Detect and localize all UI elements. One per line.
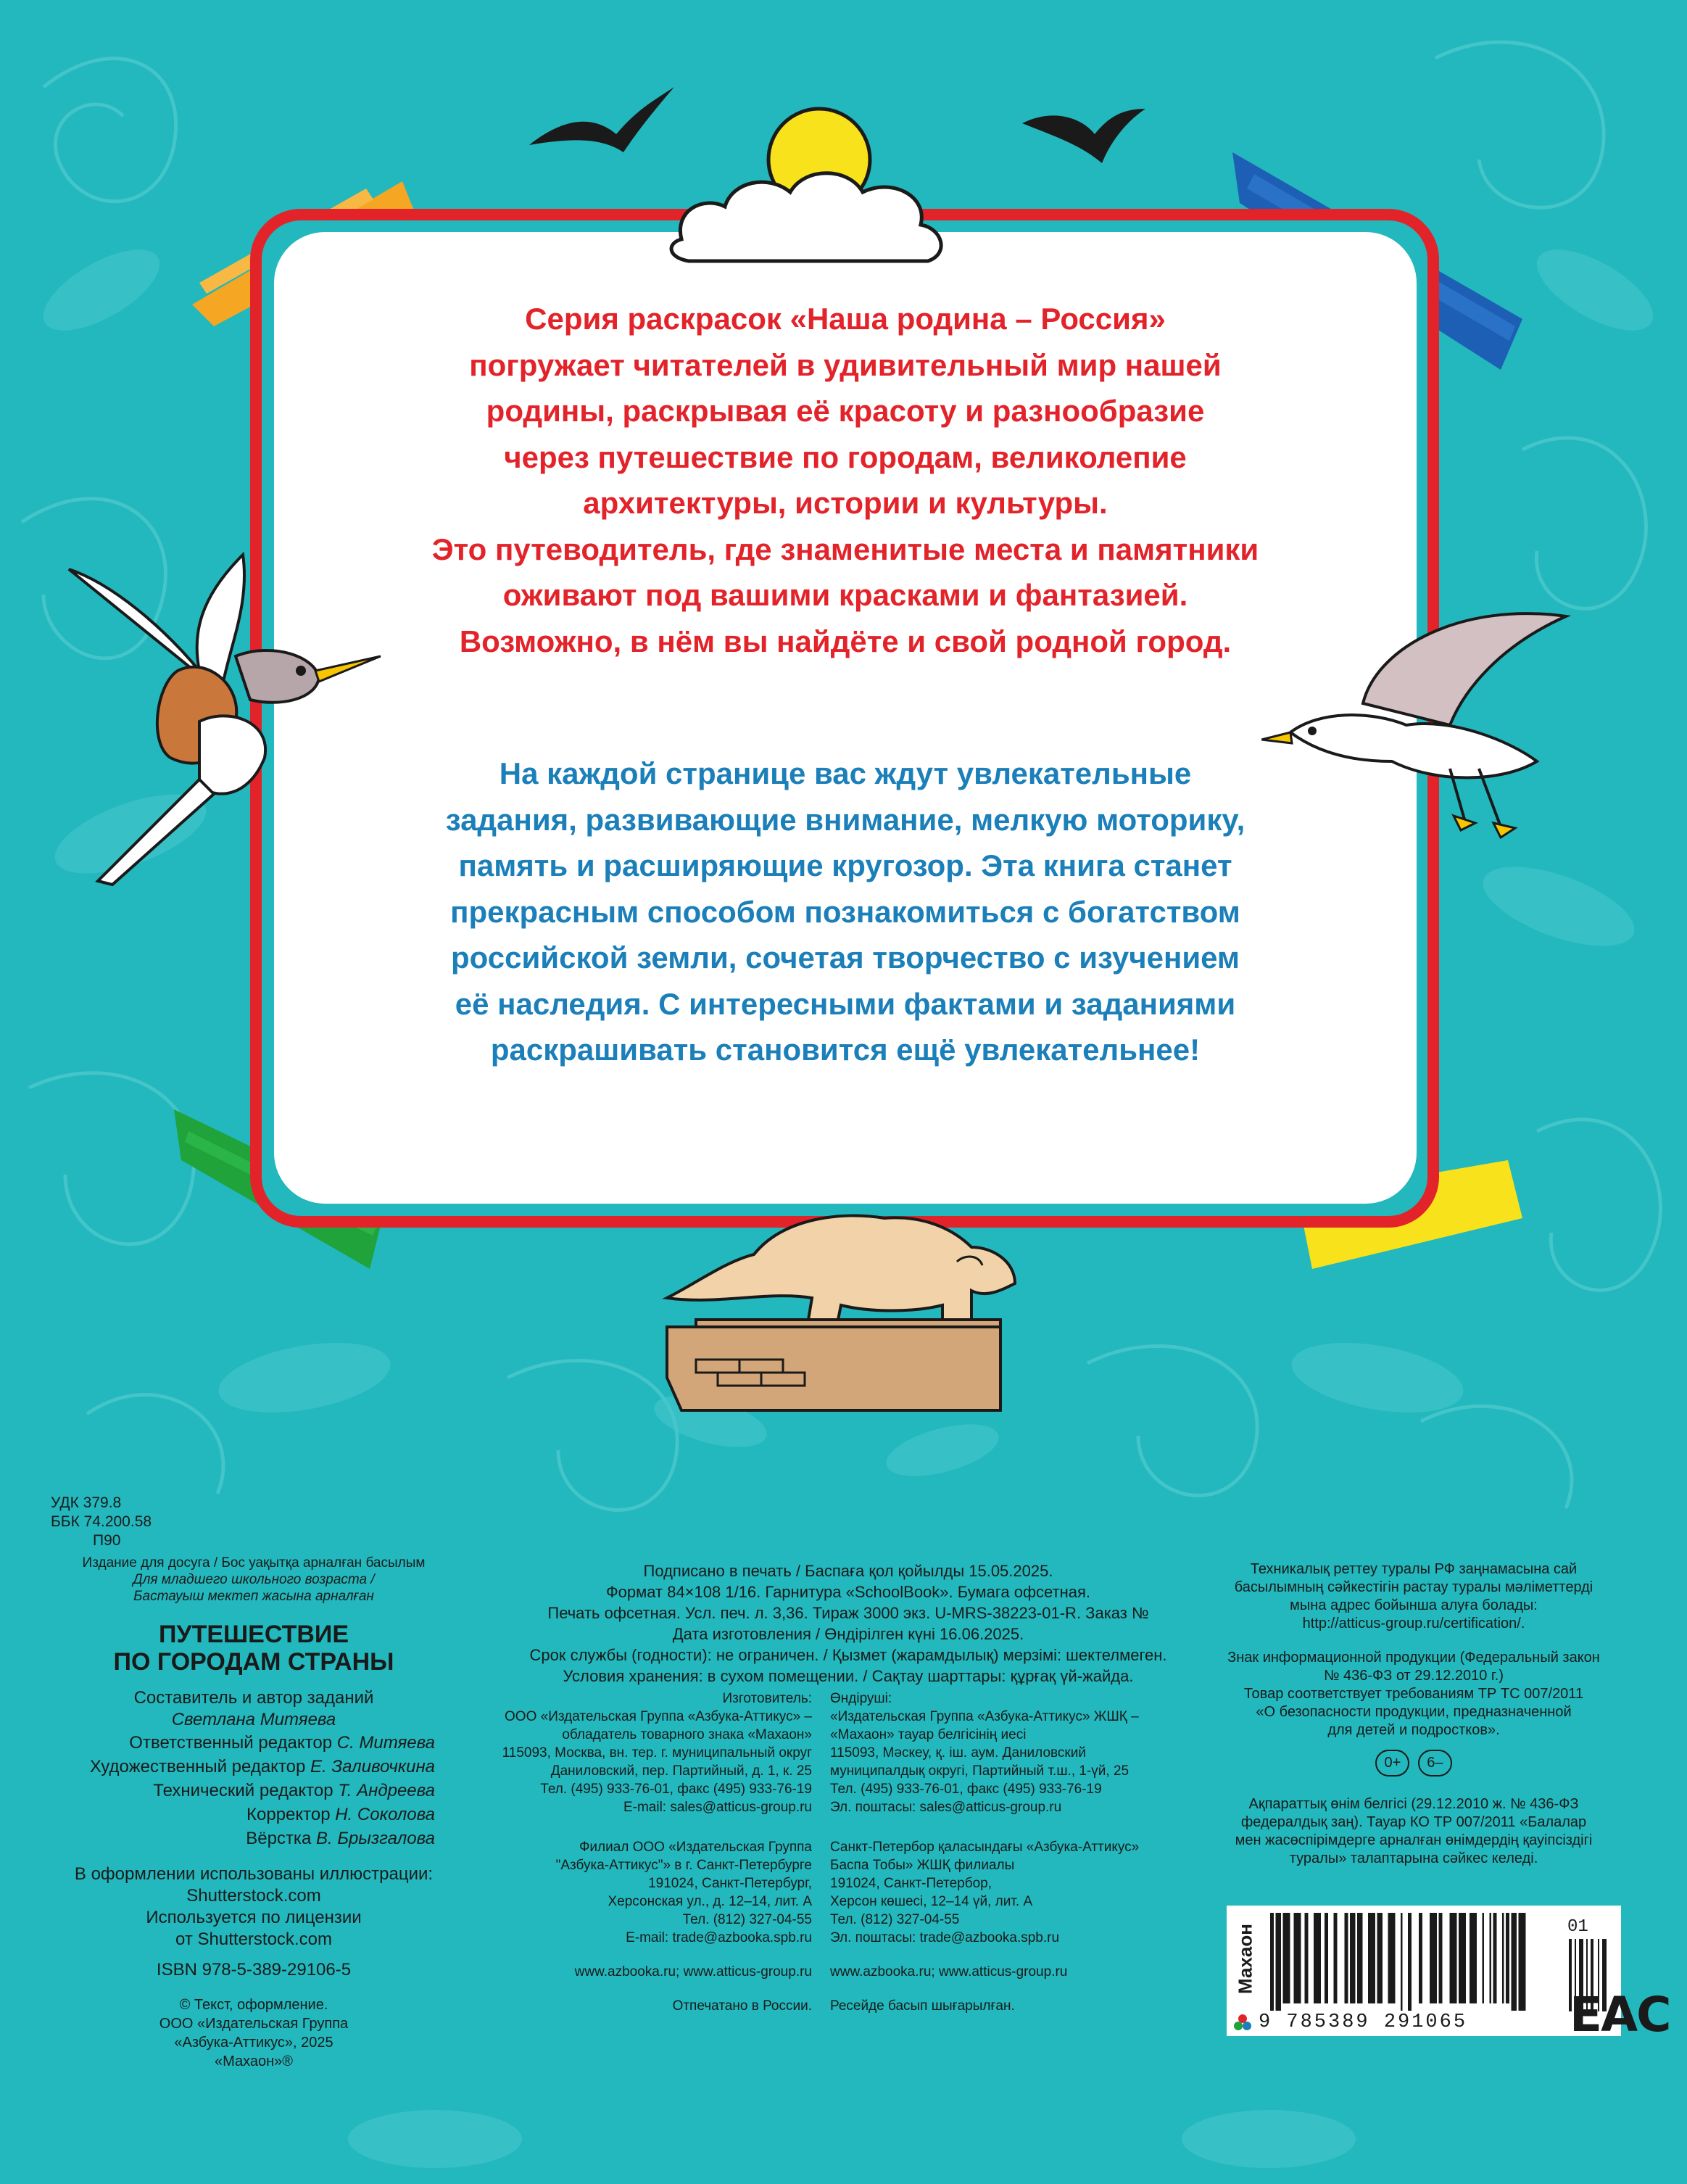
intro-line: погружает читателей в удивительный мир нашей <box>469 347 1222 382</box>
barcode-bar <box>1470 1913 1477 2003</box>
tech-line: мына адрес бойынша алуға болады: <box>1290 1597 1538 1613</box>
intro-line: оживают под вашими красками и фантазией. <box>502 578 1188 612</box>
barcode-bar <box>1388 1913 1396 2003</box>
manufacturer-line: «Издательская Группа «Азбука-Аттикус» ЖШҚ – <box>830 1709 1139 1724</box>
printed-in: Ресейде басып шығарылған. <box>830 1998 1015 2014</box>
sign-kz-line: федералдық заң). Тауар КО ТР 007/2011 «Балалар <box>1240 1814 1587 1830</box>
branch-line: Тел. (812) 327-04-55 <box>682 1912 812 1927</box>
intro-red-paragraph <box>274 296 1417 664</box>
copyright-line: «Азбука-Аттикус», 2025 <box>174 2035 333 2051</box>
barcode-suffix: 01 <box>1567 1917 1588 1937</box>
sign-line: для детей и подростков». <box>1327 1722 1500 1738</box>
intro-line: прекрасным способом познакомиться с богатством <box>450 894 1240 929</box>
manufacturer-kz <box>830 1689 1178 2015</box>
sign-kz-line: туралы» талаптарына сәйкес келеді. <box>1289 1850 1538 1866</box>
branch-line: Херсонская ул., д. 12–14, лит. А <box>608 1894 812 1909</box>
barcode-bar <box>1350 1913 1356 2003</box>
intro-line: задания, развивающие внимание, мелкую моторику, <box>445 802 1245 837</box>
branch-line: Филиал ООО «Издательская Группа <box>579 1840 812 1855</box>
intro-line: Это путеводитель, где знаменитые места и памятники <box>431 531 1259 566</box>
barcode-digits: 9 785389 291065 <box>1259 2011 1468 2033</box>
sign-line: «О безопасности продукции, предназначенной <box>1256 1704 1572 1720</box>
manufacturer-line: Тел. (495) 933-76-01, факс (495) 933-76-19 <box>830 1782 1102 1797</box>
intro-line: память и расширяющие кругозор. Эта книга станет <box>458 848 1232 882</box>
branch-line: Санкт-Петербор қаласындағы «Азбука-Аттикус» <box>830 1840 1140 1855</box>
isbn: ISBN 978-5-389-29106-5 <box>156 1960 352 1980</box>
barcode-bar <box>1506 1913 1509 2003</box>
print-line: Формат 84×108 1/16. Гарнитура «SchoolBook». Бумага офсетная. <box>605 1583 1091 1601</box>
bbk-code: ББК 74.200.58 <box>51 1513 152 1530</box>
copyright-line: © Текст, оформление. <box>179 1997 328 2013</box>
barcode-bar <box>1450 1913 1457 2003</box>
manufacturer-line: Эл. поштасы: sales@atticus-group.ru <box>830 1800 1062 1815</box>
manufacturer-line: ООО «Издательская Группа «Азбука-Аттикус» – <box>505 1709 812 1724</box>
sign-line: № 436-ФЗ от 29.12.2010 г.) <box>1323 1668 1504 1684</box>
barcode-bar <box>1345 1913 1348 2003</box>
age-group: Для младшего школьного возраста / <box>133 1572 375 1587</box>
book-title-line: ПО ГОРОДАМ СТРАНЫ <box>113 1648 394 1676</box>
barcode-bar <box>1519 1913 1526 2011</box>
barcode-bar <box>1408 1913 1412 2011</box>
intro-line: через путешествие по городам, великолепие <box>504 439 1187 474</box>
branch-line: 191024, Санкт-Петербург, <box>648 1876 812 1891</box>
branch-line: E-mail: trade@azbooka.spb.ru <box>626 1930 812 1945</box>
barcode-bar <box>1294 1913 1301 2003</box>
sky-illustration <box>529 73 1145 268</box>
sign-line: Знак информационной продукции (Федеральный закон <box>1227 1650 1600 1666</box>
imprint-left <box>51 1494 457 2071</box>
copyright-line: «Махаон»® <box>214 2053 294 2069</box>
publisher-flower-icon <box>1232 2013 1253 2033</box>
illustrations-note: Shutterstock.com <box>186 1886 321 1906</box>
manufacturer-line: «Махаон» тауар белгісінің иесі <box>830 1727 1027 1742</box>
age-group-kz: Бастауыш мектеп жасына арналған <box>133 1589 374 1604</box>
compiler-name: Светлана Митяева <box>171 1710 336 1729</box>
barcode-box <box>1227 1906 1621 2036</box>
copyright-line: ООО «Издательская Группа <box>159 2016 349 2032</box>
barcode-bar <box>1512 1913 1517 2011</box>
intro-line: российской земли, сочетая творчество с изучением <box>450 940 1240 975</box>
sign-line: Товар соответствует требованиям ТР ТС 007/2011 <box>1243 1686 1584 1702</box>
intro-line: На каждой странице вас ждут увлекательные <box>499 756 1192 790</box>
barcode-bar <box>1270 1913 1274 2011</box>
cloud-icon <box>671 173 941 261</box>
manufacturer-line: обладатель товарного знака «Махаон» <box>562 1727 812 1742</box>
tech-line: Техникалық реттеу туралы РФ заңнамасына сай <box>1250 1561 1578 1577</box>
manufacturer-line: E-mail: sales@atticus-group.ru <box>623 1800 812 1815</box>
branch-line: "Азбука-Аттикус"» в г. Санкт-Петербурге <box>555 1858 812 1873</box>
illustrations-note: от Shutterstock.com <box>175 1929 332 1949</box>
intro-line: Серия раскрасок «Наша родина – Россия» <box>525 302 1166 336</box>
credit-line: Корректор Н. Соколова <box>246 1805 435 1824</box>
intro-line: архитектуры, истории и культуры. <box>583 486 1108 520</box>
credit-line: Вёрстка В. Брызгалова <box>246 1829 435 1848</box>
branch-line: Баспа Тобы» ЖШҚ филиалы <box>830 1858 1015 1873</box>
branch-line: Эл. поштасы: trade@azbooka.spb.ru <box>830 1930 1060 1945</box>
barcode-bar <box>1357 1913 1363 2003</box>
branch-line: 191024, Санкт-Петербор, <box>830 1876 992 1891</box>
barcode-bar <box>1502 1913 1504 2003</box>
manufacturer-line: Изготовитель: <box>722 1691 812 1706</box>
manufacturer-line: муниципалдық округі, Партийный т.ш., 1-үй, 25 <box>830 1763 1129 1779</box>
intro-line: раскрашивать становится ещё увлекательнее! <box>490 1033 1201 1067</box>
print-line: Дата изготовления / Өндірілген күні 16.06.2025. <box>672 1625 1024 1643</box>
barcode-bar <box>1283 1913 1290 2003</box>
barcode-bar <box>1430 1913 1437 2003</box>
tech-line: http://atticus-group.ru/certification/. <box>1302 1616 1525 1631</box>
barcode-bar <box>1483 1913 1485 2003</box>
barcode-bar <box>1276 1913 1282 2011</box>
barcode-bar <box>1493 1913 1497 2003</box>
illustrations-note: В оформлении использованы иллюстрации: <box>74 1864 434 1884</box>
branch-line: Тел. (812) 327-04-55 <box>830 1912 960 1927</box>
lion-statue-illustration <box>652 1146 1044 1414</box>
print-line: Печать офсетная. Усл. печ. л. 3,36. Тираж 3000 экз. U-MRS-38223-01-R. Заказ № <box>547 1604 1149 1622</box>
manufacturer-line: Даниловский, пер. Партийный, д. 1, к. 25 <box>550 1763 812 1779</box>
branch-line: Херсон көшесі, 12–14 үй, лит. А <box>830 1894 1033 1909</box>
barcode-bar <box>1305 1913 1309 2003</box>
imprint-right <box>1196 1560 1631 1868</box>
credit-line: Художественный редактор Е. Заливочкина <box>89 1757 435 1776</box>
barcode-bar <box>1368 1913 1375 2003</box>
barcode-bar <box>1314 1913 1321 2003</box>
barcode-bar <box>1490 1913 1492 2003</box>
manufacturer-line: Өндіруші: <box>830 1691 892 1706</box>
book-title-line: ПУТЕШЕСТВИЕ <box>158 1621 349 1648</box>
manufacturer-line: 115093, Москва, вн. тер. г. муниципальный округ <box>502 1745 812 1761</box>
intro-line: её наследия. С интересными фактами и заданиями <box>455 986 1236 1021</box>
compiler-label: Составитель и автор заданий <box>133 1688 374 1708</box>
intro-blue-paragraph <box>274 750 1417 1073</box>
author-sign-code: П90 <box>93 1532 121 1549</box>
barcode-bar <box>1401 1913 1403 2011</box>
print-line: Подписано в печать / Баспаға қол қойылды 15.05.2025. <box>643 1562 1053 1580</box>
credit-line: Ответственный редактор С. Митяева <box>129 1733 435 1753</box>
sign-kz-line: Ақпараттық өнім белгісі (29.12.2010 ж. № 436-ФЗ <box>1248 1796 1579 1812</box>
print-line: Срок службы (годности): не ограничен. / Қызмет (жарамдылық) мерзімі: шектелмеген. <box>529 1646 1167 1664</box>
barcode-bar <box>1459 1913 1466 2003</box>
manufacturer-line: Тел. (495) 933-76-01, факс (495) 933-76-19 <box>540 1782 812 1797</box>
barcode-bar <box>1334 1913 1338 2003</box>
website-line: www.azbooka.ru; www.atticus-group.ru <box>830 1964 1068 1980</box>
website-line: www.azbooka.ru; www.atticus-group.ru <box>574 1964 812 1980</box>
publisher-logo: Махаон <box>1234 1924 1256 1994</box>
edition-type: Издание для досуга / Бос уақытқа арналған басылым <box>82 1555 426 1571</box>
udk-code: УДК 379.8 <box>51 1494 122 1511</box>
sign-kz-line: мен жасөспірімдерге арналған өнімдердің қауіпсіздігі <box>1235 1832 1593 1848</box>
barcode-bar <box>1325 1913 1328 2003</box>
barcode-bar <box>1439 1913 1443 2003</box>
barcode-bar <box>1377 1913 1383 2003</box>
barcode-bars <box>1270 1913 1560 2011</box>
credit-line: Технический редактор Т. Андреева <box>153 1781 435 1800</box>
barcode-bar <box>1419 1913 1422 2003</box>
eac-certification-mark: EAC <box>1570 1987 1670 2043</box>
printed-in: Отпечатано в России. <box>672 1998 812 2014</box>
intro-line: Возможно, в нём вы найдёте и свой родной город. <box>459 624 1232 658</box>
imprint-middle <box>522 1560 1174 1687</box>
bird-silhouette-left <box>529 87 674 152</box>
manufacturer-ru <box>464 1689 812 2015</box>
print-line: Условия хранения: в сухом помещении. / Сақтау шарттары: құрғақ үй-жайда. <box>563 1667 1134 1685</box>
illustrations-note: Используется по лицензии <box>146 1908 362 1927</box>
age-rating-badge: 6– <box>1418 1750 1451 1776</box>
age-rating-badge: 0+ <box>1375 1750 1409 1776</box>
manufacturer-line: 115093, Мәскеу, қ. іш. аум. Даниловский <box>830 1745 1086 1761</box>
bird-silhouette-right <box>1022 109 1145 163</box>
tech-line: басылымның сәйкестігін растау туралы мәліметтерді <box>1234 1579 1593 1595</box>
intro-line: родины, раскрывая её красоту и разнообразие <box>486 394 1205 428</box>
